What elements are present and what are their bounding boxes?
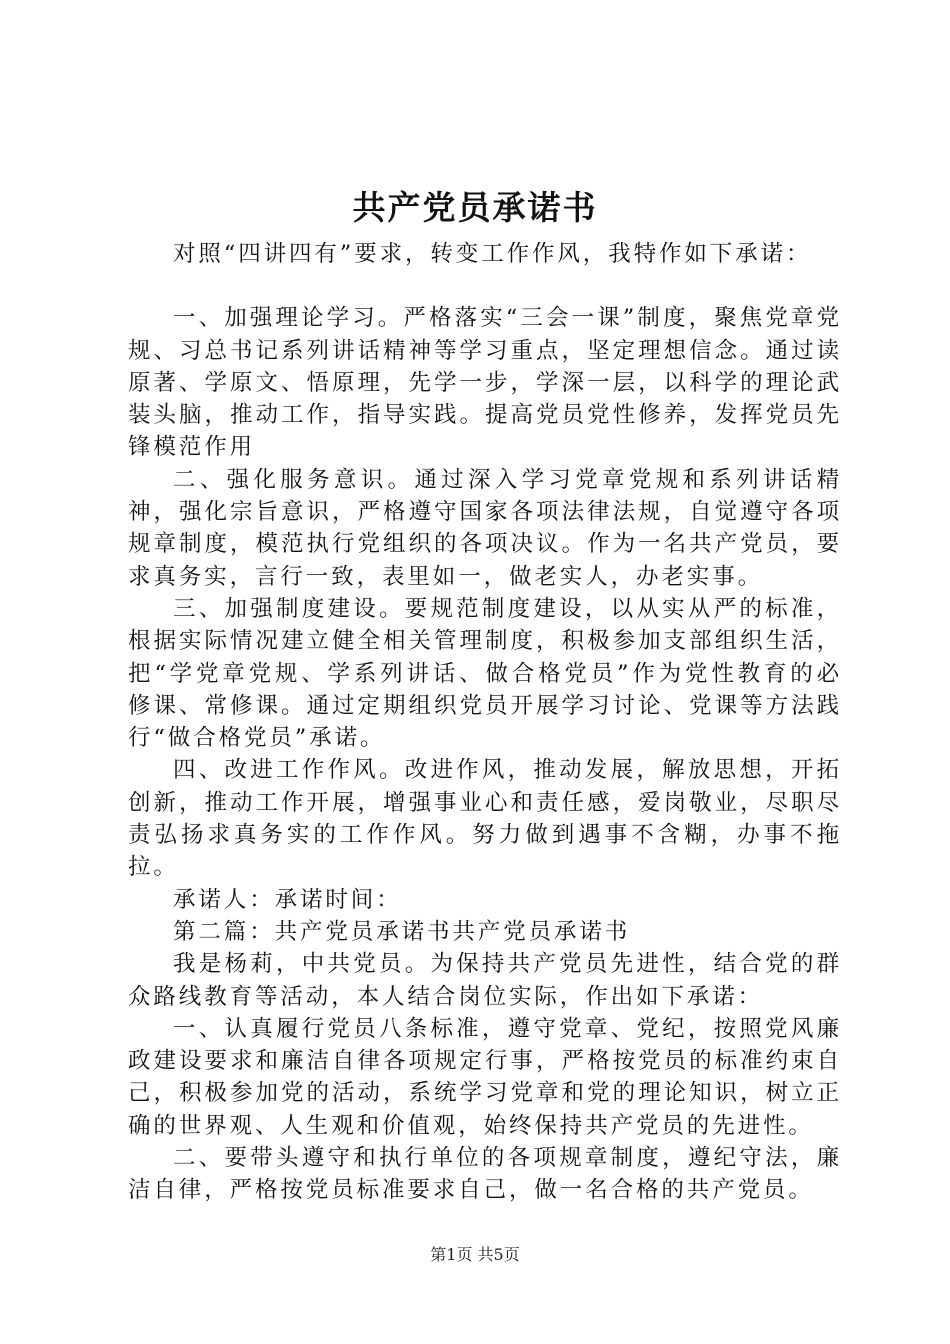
paragraph-rules: 二、要带头遵守和执行单位的各项规章制度，遵纪守法，廉洁自律，严格按党员标准要求自己，做一名合格的共产党员。	[128, 1145, 842, 1204]
document-body	[128, 238, 842, 1207]
signature-line: 承诺人：承诺时间：	[173, 886, 402, 913]
paragraph-system: 三、加强制度建设。要规范制度建设，以从实从严的标准，根据实际情况建立健全相关管理制度，积极参加支部组织生活，把“学党章党规、学系列讲话、做合格党员”作为党性教育的必修课、常修课。通过定期组织党员开展学习讨论、党课等方法践行“做合格党员”承诺。	[128, 595, 842, 752]
page-footer: 第1页 共5页	[430, 1245, 520, 1264]
paragraph-study: 一、加强理论学习。严格落实“三会一课”制度，聚焦党章党规、习总书记系列讲话精神等学习重点，坚定理想信念。通过读原著、学原文、悟原理，先学一步，学深一层，以科学的理论武装头脑，推动工作，指导实践。提高党员党性修养，发挥党员先锋模范作用	[128, 305, 842, 461]
section-heading: 第二篇：共产党员承诺书共产党员承诺书	[173, 918, 631, 945]
intro-paragraph: 对照“四讲四有”要求，转变工作作风，我特作如下承诺：	[173, 241, 812, 267]
paragraph-style: 四、改进工作作风。改进作风，推动发展，解放思想，开拓创新，推动工作开展，增强事业心和责任感，爱岗敬业，尽职尽责弘扬求真务实的工作作风。努力做到遇事不含糊，办事不拖拉。	[128, 757, 842, 881]
paragraph-service: 二、强化服务意识。通过深入学习党章党规和系列讲话精神，强化宗旨意识，严格遵守国家各项法律法规，自觉遵守各项规章制度，模范执行党组织的各项决议。作为一名共产党员，要求真务实，言行一致，表里如一，做老实人，办老实事。	[128, 466, 842, 590]
document-title: 共产党员承诺书	[352, 188, 598, 227]
paragraph-self-intro: 我是杨莉，中共党员。为保持共产党员先进性，结合党的群众路线教育等活动，本人结合岗位实际，作出如下承诺：	[128, 951, 842, 1010]
paragraph-standards: 一、认真履行党员八条标准，遵守党章、党纪，按照党风廉政建设要求和廉洁自律各项规定行事，严格按党员的标准约束自己，积极参加党的活动，系统学习党章和党的理论知识，树立正确的世界观、人生观和价值观，始终保持共产党员的先进性。	[128, 1015, 842, 1139]
